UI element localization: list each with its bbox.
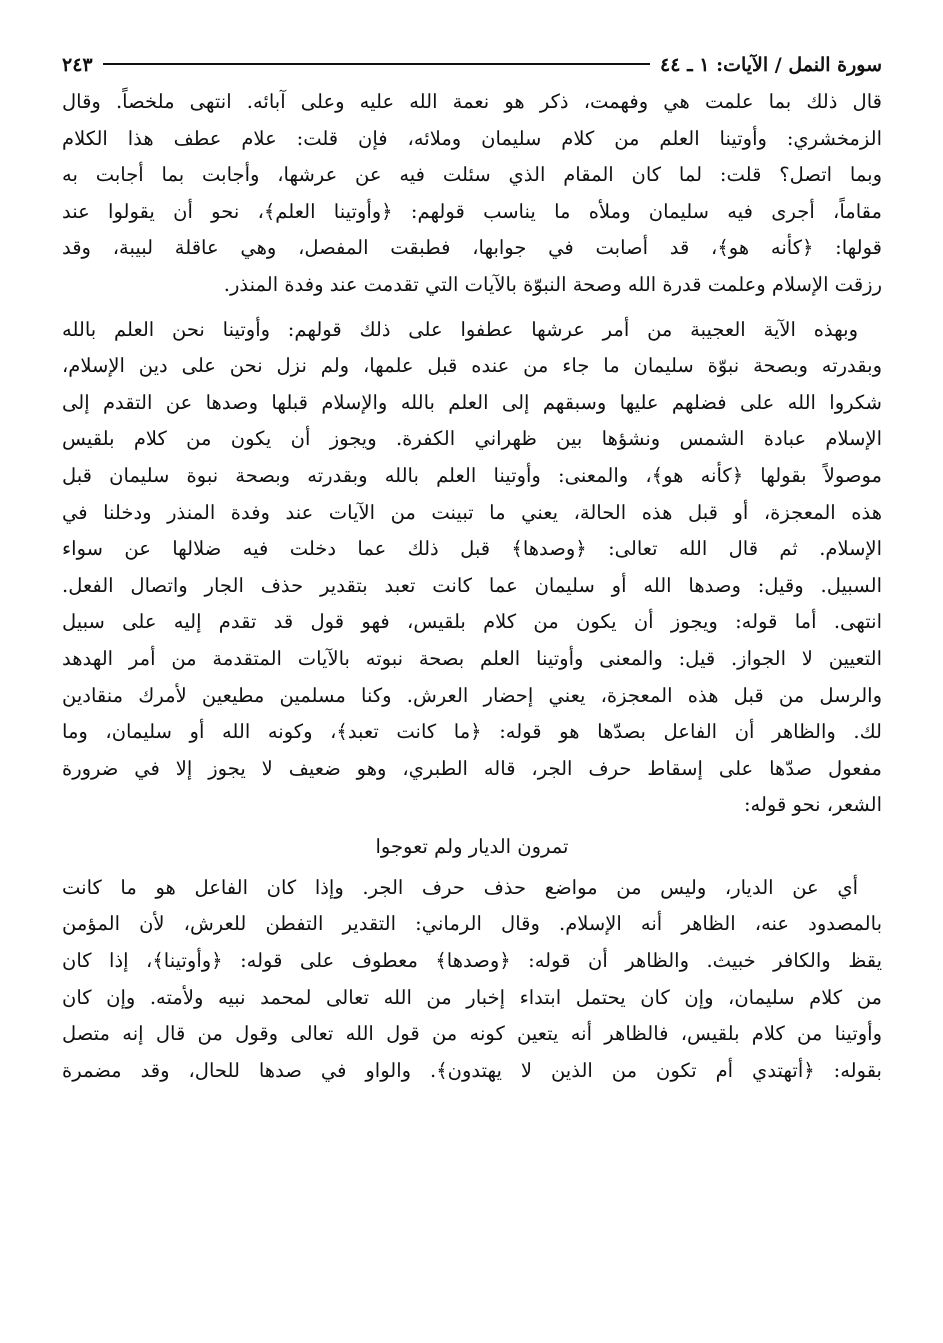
text-line: بقوله: ﴿أتهتدي أم تكون من الذين لا يهتدون﴾. والواو في صدها للحال، وقد مضمرة	[62, 1058, 882, 1082]
book-page	[62, 54, 882, 1089]
text-line: وبما اتصل؟ قلت: لما كان المقام الذي سئلت فيه عن عرشها، وأجابت بما أجابت به	[62, 163, 882, 187]
text-line: الإسلام. ثم قال الله تعالى: ﴿وصدها﴾ قبل ذلك عما دخلت فيه ضلالها عن سواء	[62, 537, 882, 561]
text-line: وبقدرته وبصحة نبوّة سليمان ما جاء من عنده قبل علمها، ولم نزل نحن على دين الإسلام،	[62, 354, 882, 378]
page-body	[62, 84, 882, 1089]
text-line: التعيين لا الجواز. قيل: والمعنى وأوتينا العلم بصحة نبوته بالآيات المتقدمة من أمر الهدهد	[62, 646, 882, 670]
paragraph-2	[62, 312, 882, 824]
text-line: أي عن الديار، وليس من مواضع حذف حرف الجر. وإذا كان الفاعل هو ما كانت	[62, 875, 858, 899]
poetry-verse: تمرون الديار ولم تعوجوا	[375, 834, 569, 858]
text-line: والرسل من قبل هذه المعجزة، يعني إحضار العرش. وكنا مسلمين مطيعين لأمرك منقادين	[62, 683, 882, 707]
paragraph-3	[62, 870, 882, 1090]
text-line: مقاماً، أجرى فيه سليمان وملأه ما يناسب قولهم: ﴿وأوتينا العلم﴾، نحو أن يقولوا عند	[62, 199, 882, 223]
text-line: موصولاً بقولها ﴿كأنه هو﴾، والمعنى: وأوتينا العلم بالله وبقدرته وبصحة نبوة سليمان قبل	[62, 463, 882, 487]
text-line: الزمخشري: وأوتينا العلم من كلام سليمان وملائه، فإن قلت: علام عطف هذا الكلام	[62, 126, 882, 150]
page-number: ٢٤٣	[62, 54, 93, 76]
text-line: الإسلام عبادة الشمس ونشؤها بين ظهراني الكفرة. ويجوز أن يكون من كلام بلقيس	[62, 427, 882, 451]
text-line: بالمصدود عنه، الظاهر أنه الإسلام. وقال الرماني: التقدير التفطن للعرش، لأن المؤمن	[62, 912, 882, 936]
text-line: السبيل. وقيل: وصدها الله أو سليمان عما كانت تعبد بتقدير حذف الجار واتصال الفعل.	[62, 573, 882, 597]
text-line: شكروا الله على فضلهم عليها وسبقهم إلى العلم بالله والإسلام قبلها وصدها عن التقدم إلى	[62, 390, 882, 414]
text-line: لك. والظاهر أن الفاعل بصدّها هو قوله: ﴿ما كانت تعبد﴾، وكونه الله أو سليمان، وما	[62, 720, 882, 744]
text-line: قولها: ﴿كأنه هو﴾، قد أصابت في جوابها، فطبقت المفصل، وهي عاقلة لبيبة، وقد	[62, 236, 882, 260]
text-line: يقظ والكافر خبيث. والظاهر أن قوله: ﴿وصدها﴾ معطوف على قوله: ﴿وأوتينا﴾، إذا كان	[62, 949, 882, 973]
text-line: وأوتينا من كلام بلقيس، فالظاهر أنه يتعين كونه من قول الله تعالى وقول من قال إنه متصل	[62, 1022, 882, 1046]
text-line: انتهى. أما قوله: ويجوز أن يكون من كلام بلقيس، فهو قول قد تقدم إليه على سبيل	[62, 610, 882, 634]
text-line: هذه المعجزة، أو قبل هذه الحالة، يعني ما تبينت من الآيات عند وفدة المنذر ودخلنا في	[62, 500, 882, 524]
chapter-title: سورة النمل / الآيات: ١ ـ ٤٤	[660, 54, 882, 76]
text-line: مفعول صدّها على إسقاط حرف الجر، قاله الطبري، وهو ضعيف لا يجوز إلا في ضرورة	[62, 756, 882, 780]
paragraph-1	[62, 84, 882, 304]
text-line: رزقت الإسلام وعلمت قدرة الله وصحة النبوّة بالآيات التي تقدمت عند وفدة المنذر.	[223, 272, 882, 296]
text-line: قال ذلك بما علمت هي وفهمت، ذكر هو نعمة الله عليه وعلى آبائه. انتهى ملخصاً. وقال	[62, 90, 882, 113]
header-rule	[103, 63, 650, 65]
text-line: الشعر، نحو قوله:	[743, 793, 882, 817]
text-line: وبهذه الآية العجيبة من أمر عرشها عطفوا على ذلك قولهم: وأوتينا نحن العلم بالله	[62, 317, 858, 341]
text-line: من كلام سليمان، وإن كان يحتمل ابتداء إخبار من الله تعالى لمحمد نبيه ولأمته. وإن كان	[62, 985, 882, 1009]
running-header	[62, 54, 882, 84]
